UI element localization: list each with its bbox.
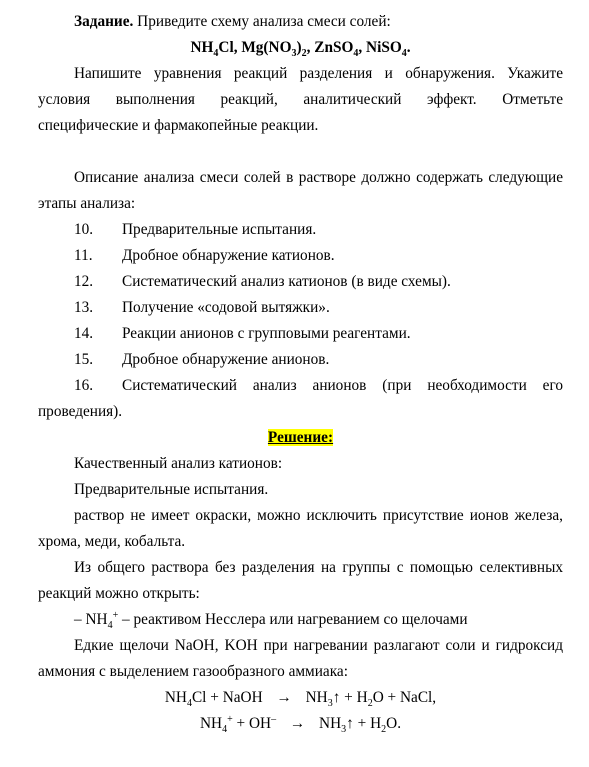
list-item: 11. Дробное обнаружение катионов. — [74, 247, 335, 264]
solution-paragraph: реакций можно открыть: — [38, 585, 200, 602]
list-item: 12. Систематический анализ катионов (в виде схемы). — [74, 273, 451, 290]
solution-paragraph: Предварительные испытания. — [74, 481, 269, 498]
list-item: 13. Получение «содовой вытяжки». — [74, 299, 330, 316]
list-item: 15. Дробное обнаружение анионов. — [74, 351, 330, 368]
instructions-paragraph: Напишите уравнения реакций разделения и обнаружения. Укажите условия выполнения реакций, аналитический эффект. Отметьте — [38, 65, 563, 108]
arrow-icon: → — [289, 715, 306, 732]
description-intro: Описание анализа смеси солей в растворе должно содержать следующие этапы анализа: — [38, 169, 563, 212]
document-page — [38, 9, 563, 737]
ammonium-line: – $NH_4^+$ – реактивом Несслера или нагреванием со щелочами — [74, 609, 468, 632]
salts-formula: $NH_4Cl$, $Mg(NO_3)_2$, ZnSO$_4$, NiSO$_4$. — [190, 39, 411, 60]
solution-paragraph: Из общего раствора без разделения на группы с помощью селективных — [74, 559, 563, 576]
solution-paragraph: аммония с выделением газообразного аммиака: — [38, 663, 348, 680]
arrow-icon: → — [276, 689, 292, 706]
solution-paragraph: хрома, меди, кобальта. — [38, 533, 186, 550]
task-label: Задание. — [74, 13, 134, 30]
solution-title: Решение: — [267, 429, 334, 446]
list-item: 14. Реакции анионов с групповыми реагентами. — [74, 325, 411, 342]
task-text: Приведите схему анализа смеси солей: — [133, 13, 391, 30]
solution-paragraph: Едкие щелочи NaOH, KOH при нагревании разлагают соли и гидроксид — [74, 637, 563, 654]
list-item: 10. Предварительные испытания. — [74, 221, 317, 238]
list-item: 16. Систематический анализ анионов (при необходимости его — [74, 377, 563, 394]
solution-paragraph: Качественный анализ катионов: — [74, 455, 283, 472]
equation-1: $NH_4Cl$ + NaOH → $NH_3↑ + H_2O$ + NaCl, — [164, 689, 437, 710]
instructions-paragraph-end: специфические и фармакопейные реакции. — [38, 117, 319, 134]
last-step-continuation: проведения). — [38, 403, 123, 420]
equation-2: $NH_4^+ + OH^-$ → $NH_3↑ + H_2O$. — [199, 713, 402, 736]
solution-paragraph: раствор не имеет окраски, можно исключить присутствие ионов железа, — [74, 507, 563, 524]
steps-list — [38, 217, 563, 399]
task-line — [38, 9, 563, 35]
